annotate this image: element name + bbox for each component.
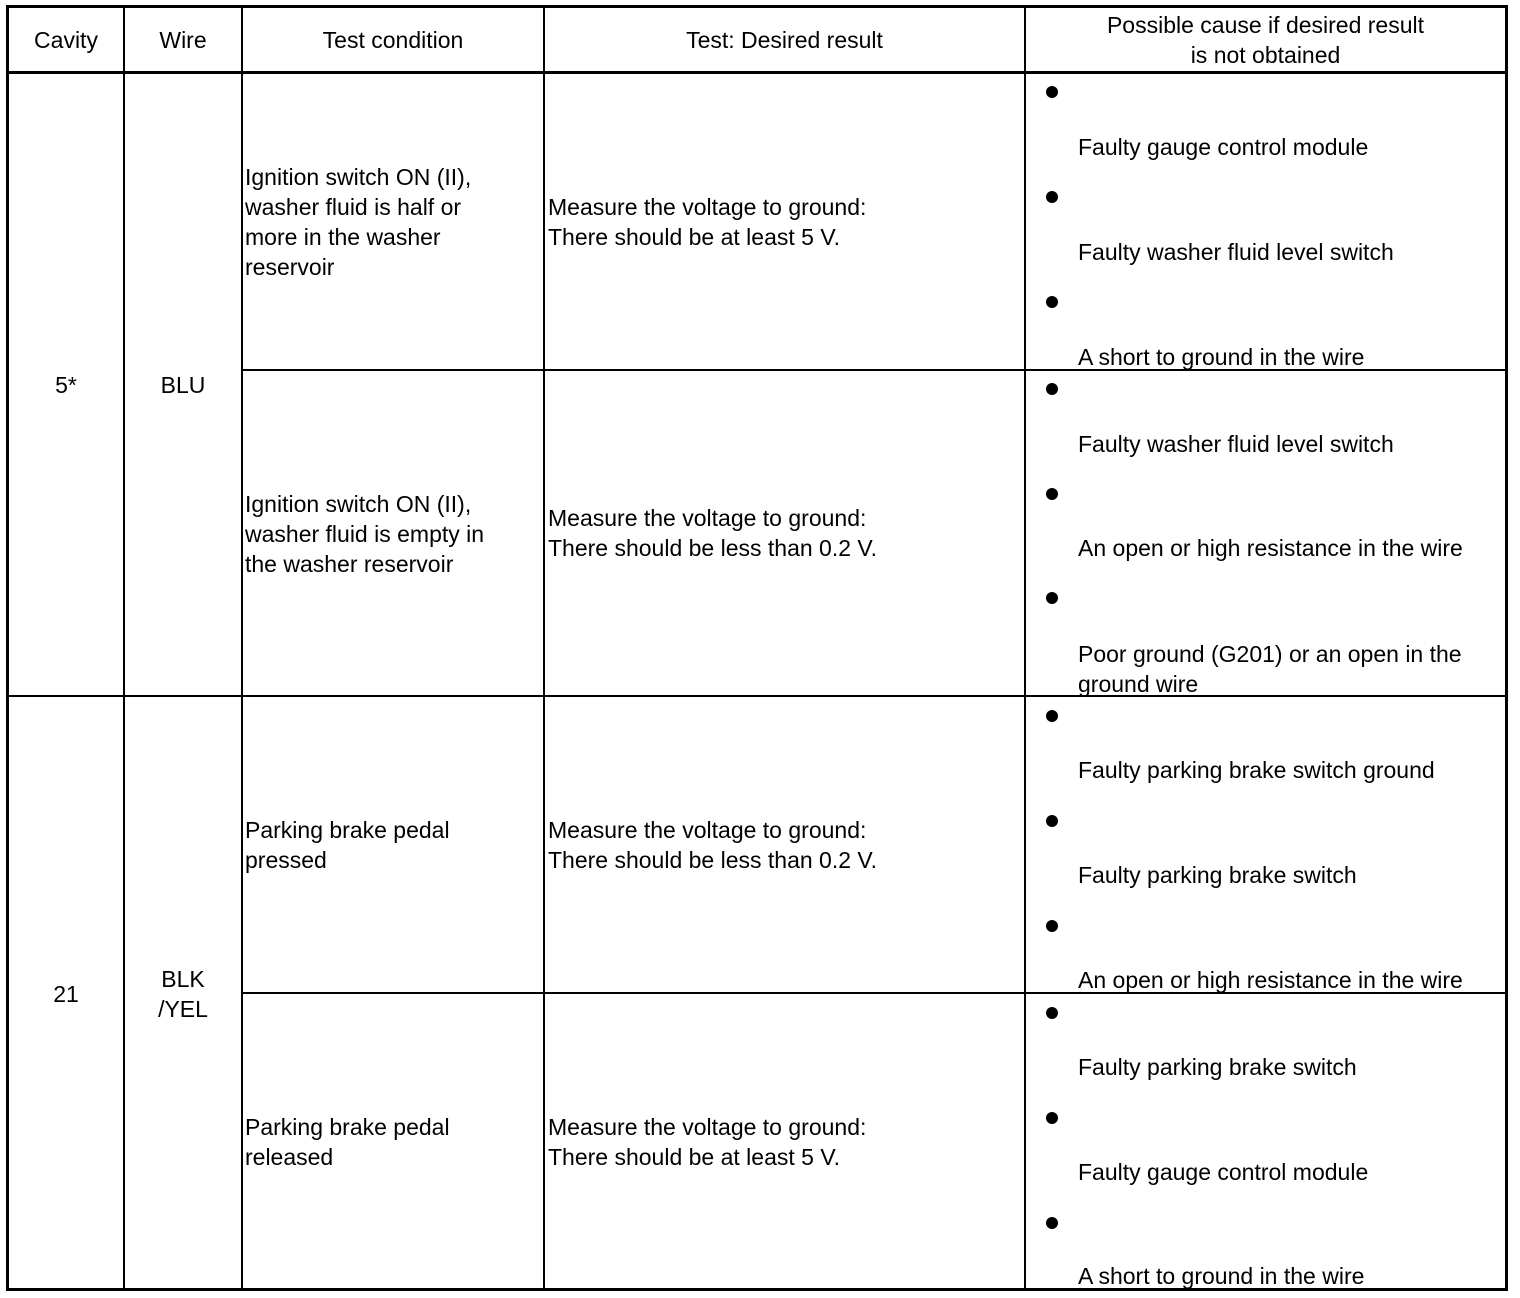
bullet-icon — [1046, 920, 1058, 932]
wire-cell: /YEL — [158, 996, 208, 1022]
possible-cause-text: ground wire — [1078, 671, 1199, 697]
test-condition-text: Parking brake pedal — [245, 1114, 450, 1140]
desired-result-text: There should be at least 5 V. — [548, 224, 840, 250]
possible-cause-text: Faulty washer fluid level switch — [1078, 431, 1394, 457]
group-divider — [6, 695, 1508, 697]
cavity-cell: 21 — [53, 981, 79, 1007]
possible-cause-text: Faulty parking brake switch — [1078, 1054, 1357, 1080]
bullet-icon — [1046, 191, 1058, 203]
column-divider — [241, 6, 243, 1290]
bullet-icon — [1046, 1007, 1058, 1019]
desired-result-text: There should be less than 0.2 V. — [548, 847, 878, 873]
possible-cause-text: Faulty gauge control module — [1078, 1159, 1369, 1185]
header-test-condition: Test condition — [322, 27, 464, 53]
cavity-cell: 5* — [55, 372, 77, 398]
table-border-top — [6, 5, 1508, 8]
bullet-icon — [1046, 383, 1058, 395]
header-cavity: Cavity — [34, 27, 98, 53]
possible-cause-text: Faulty gauge control module — [1078, 134, 1369, 160]
bullet-icon — [1046, 710, 1058, 722]
test-condition-text: Parking brake pedal — [245, 817, 450, 843]
header-wire: Wire — [159, 27, 207, 53]
possible-cause-text: An open or high resistance in the wire — [1078, 967, 1463, 993]
bullet-icon — [1046, 1217, 1058, 1229]
desired-result-text: Measure the voltage to ground: — [548, 817, 867, 843]
bullet-icon — [1046, 592, 1058, 604]
test-condition-text: released — [245, 1144, 334, 1170]
test-condition-text: more in the washer — [245, 224, 441, 250]
bullet-icon — [1046, 815, 1058, 827]
bullet-icon — [1046, 488, 1058, 500]
bullet-icon — [1046, 1112, 1058, 1124]
test-condition-text: Ignition switch ON (II), — [245, 491, 472, 517]
header-desired-result: Test: Desired result — [686, 27, 883, 53]
possible-cause-text: A short to ground in the wire — [1078, 344, 1365, 370]
wire-cell: BLU — [160, 372, 206, 398]
desired-result-text: There should be at least 5 V. — [548, 1144, 840, 1170]
header-possible-cause: is not obtained — [1190, 42, 1341, 68]
table-border-left — [6, 6, 9, 1290]
possible-cause-text: Faulty washer fluid level switch — [1078, 239, 1394, 265]
column-divider — [1024, 6, 1026, 1290]
possible-cause-text: Poor ground (G201) or an open in the — [1078, 641, 1462, 667]
desired-result-text: Measure the voltage to ground: — [548, 505, 867, 531]
desired-result-text: There should be less than 0.2 V. — [548, 535, 878, 561]
header-divider — [6, 71, 1508, 74]
header-possible-cause: Possible cause if desired result — [1106, 12, 1425, 38]
possible-cause-text: An open or high resistance in the wire — [1078, 535, 1463, 561]
possible-cause-text: Faulty parking brake switch ground — [1078, 757, 1435, 783]
test-condition-text: pressed — [245, 847, 327, 873]
test-condition-text: the washer reservoir — [245, 551, 454, 577]
possible-cause-text: Faulty parking brake switch — [1078, 862, 1357, 888]
test-condition-text: washer fluid is empty in — [245, 521, 485, 547]
test-condition-text: washer fluid is half or — [245, 194, 462, 220]
test-condition-text: Ignition switch ON (II), — [245, 164, 472, 190]
wire-cell: BLK — [161, 966, 205, 992]
table-border-right — [1505, 6, 1508, 1290]
bullet-icon — [1046, 86, 1058, 98]
test-condition-text: reservoir — [245, 254, 335, 280]
column-divider — [123, 6, 125, 1290]
desired-result-text: Measure the voltage to ground: — [548, 194, 867, 220]
bullet-icon — [1046, 296, 1058, 308]
column-divider — [543, 6, 545, 1290]
possible-cause-text: A short to ground in the wire — [1078, 1263, 1365, 1289]
desired-result-text: Measure the voltage to ground: — [548, 1114, 867, 1140]
